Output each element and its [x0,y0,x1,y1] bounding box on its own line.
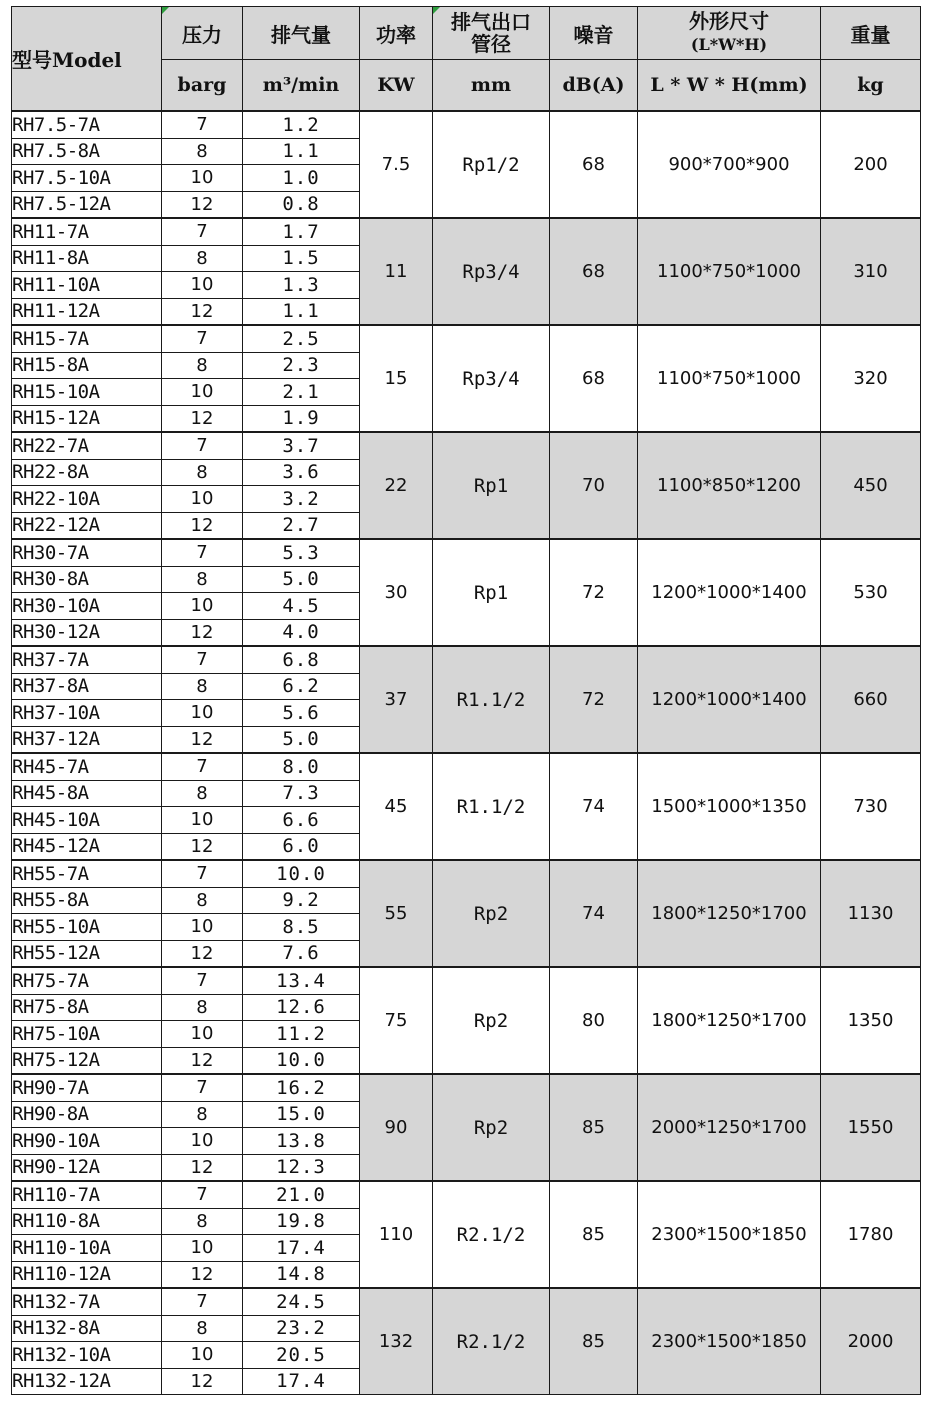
pressure-cell: 7 [162,860,243,887]
pressure-cell: 10 [162,379,243,406]
outlet-unit: mm [433,60,550,112]
outlet-header-line2: 管径 [471,32,511,56]
model-cell: RH55-10A [12,914,162,941]
model-cell: RH30-12A [12,619,162,646]
noise-cell: 72 [550,539,638,646]
noise-cell: 70 [550,432,638,539]
pressure-cell: 8 [162,994,243,1021]
table-row [12,218,921,245]
dims-header-line2: (L*W*H) [690,35,768,54]
flow-cell: 2.5 [243,325,360,352]
model-cell: RH75-10A [12,1021,162,1048]
pressure-cell: 12 [162,726,243,753]
flow-cell: 9.2 [243,887,360,914]
outlet-cell: R2.1/2 [433,1288,550,1395]
power-cell: 132 [360,1288,433,1395]
pressure-cell: 10 [162,1128,243,1155]
weight-cell: 200 [821,111,921,218]
model-cell: RH22-12A [12,512,162,539]
model-cell: RH22-8A [12,459,162,486]
outlet-cell: Rp3/4 [433,325,550,432]
dims-cell: 1100*750*1000 [638,218,821,325]
pressure-cell: 10 [162,700,243,727]
model-cell: RH75-12A [12,1047,162,1074]
table-row [12,753,921,780]
model-cell: RH7.5-7A [12,111,162,138]
pressure-cell: 10 [162,486,243,513]
model-cell: RH7.5-8A [12,138,162,165]
flow-cell: 1.9 [243,405,360,432]
flow-cell: 1.5 [243,245,360,272]
outlet-cell: Rp1/2 [433,111,550,218]
table-row [12,325,921,352]
model-group [12,753,921,860]
dims-header [638,7,821,60]
dims-cell: 2300*1500*1850 [638,1181,821,1288]
model-cell: RH55-8A [12,887,162,914]
flow-cell: 12.6 [243,994,360,1021]
flow-cell: 4.0 [243,619,360,646]
pressure-cell: 7 [162,967,243,994]
outlet-cell: R1.1/2 [433,753,550,860]
model-cell: RH45-7A [12,753,162,780]
model-cell: RH132-10A [12,1342,162,1369]
pressure-cell: 12 [162,512,243,539]
pressure-cell: 7 [162,218,243,245]
noise-cell: 68 [550,218,638,325]
pressure-cell: 8 [162,459,243,486]
dims-cell: 1200*1000*1400 [638,646,821,753]
pressure-cell: 12 [162,1261,243,1288]
weight-cell: 660 [821,646,921,753]
flow-cell: 6.2 [243,673,360,700]
model-cell: RH90-7A [12,1074,162,1101]
pressure-cell: 10 [162,807,243,834]
dims-cell: 1100*850*1200 [638,432,821,539]
pressure-cell: 12 [162,298,243,325]
comment-marker-icon [162,7,169,14]
model-cell: RH30-8A [12,566,162,593]
model-cell: RH37-12A [12,726,162,753]
outlet-cell: Rp2 [433,967,550,1074]
flow-cell: 3.2 [243,486,360,513]
model-group [12,539,921,646]
pressure-cell: 7 [162,1288,243,1315]
model-group [12,1181,921,1288]
model-group [12,218,921,325]
model-cell: RH110-8A [12,1208,162,1235]
flow-cell: 3.7 [243,432,360,459]
model-group [12,860,921,967]
model-cell: RH132-7A [12,1288,162,1315]
flow-cell: 21.0 [243,1181,360,1208]
pressure-cell: 12 [162,191,243,218]
flow-cell: 2.7 [243,512,360,539]
table-row [12,1181,921,1208]
model-cell: RH75-8A [12,994,162,1021]
flow-cell: 0.8 [243,191,360,218]
table-row [12,111,921,138]
power-cell: 11 [360,218,433,325]
noise-cell: 68 [550,325,638,432]
model-cell: RH15-7A [12,325,162,352]
model-cell: RH90-10A [12,1128,162,1155]
noise-unit: dB(A) [550,60,638,112]
flow-cell: 12.3 [243,1154,360,1181]
pressure-cell: 7 [162,646,243,673]
table-row [12,539,921,566]
pressure-header-label: 压力 [182,22,222,47]
pressure-cell: 8 [162,566,243,593]
model-cell: RH110-12A [12,1261,162,1288]
model-group [12,432,921,539]
flow-cell: 1.7 [243,218,360,245]
flow-cell: 23.2 [243,1315,360,1342]
dims-cell: 1800*1250*1700 [638,967,821,1074]
flow-cell: 2.1 [243,379,360,406]
model-cell: RH90-8A [12,1101,162,1128]
model-header: 型号Model [12,7,162,112]
model-cell: RH11-8A [12,245,162,272]
noise-cell: 74 [550,753,638,860]
flow-cell: 4.5 [243,593,360,620]
pressure-header [162,7,243,60]
flow-cell: 6.0 [243,833,360,860]
noise-cell: 85 [550,1181,638,1288]
model-cell: RH22-7A [12,432,162,459]
flow-cell: 20.5 [243,1342,360,1369]
weight-unit: kg [821,60,921,112]
power-header: 功率 [360,7,433,60]
pressure-unit: barg [162,60,243,112]
table-row [12,967,921,994]
model-cell: RH132-12A [12,1368,162,1395]
power-unit: KW [360,60,433,112]
model-group [12,111,921,218]
outlet-header [433,7,550,60]
dims-cell: 1200*1000*1400 [638,539,821,646]
flow-cell: 13.4 [243,967,360,994]
flow-cell: 15.0 [243,1101,360,1128]
weight-cell: 1350 [821,967,921,1074]
table-row [12,646,921,673]
noise-cell: 68 [550,111,638,218]
power-cell: 55 [360,860,433,967]
outlet-cell: Rp1 [433,539,550,646]
flow-unit: m³/min [243,60,360,112]
outlet-cell: R1.1/2 [433,646,550,753]
spec-table [11,6,921,1395]
noise-cell: 80 [550,967,638,1074]
flow-cell: 6.6 [243,807,360,834]
dims-cell: 2300*1500*1850 [638,1288,821,1395]
flow-cell: 17.4 [243,1235,360,1262]
model-group [12,1288,921,1395]
pressure-cell: 12 [162,833,243,860]
dims-cell: 1100*750*1000 [638,325,821,432]
dims-header-line1: 外形尺寸 [689,9,769,33]
flow-cell: 10.0 [243,860,360,887]
pressure-cell: 12 [162,940,243,967]
flow-cell: 3.6 [243,459,360,486]
model-cell: RH45-8A [12,780,162,807]
power-cell: 7.5 [360,111,433,218]
pressure-cell: 10 [162,165,243,192]
model-cell: RH15-10A [12,379,162,406]
pressure-cell: 12 [162,1154,243,1181]
pressure-cell: 12 [162,405,243,432]
model-cell: RH55-12A [12,940,162,967]
flow-cell: 16.2 [243,1074,360,1101]
weight-cell: 320 [821,325,921,432]
model-cell: RH11-12A [12,298,162,325]
weight-cell: 1780 [821,1181,921,1288]
flow-cell: 13.8 [243,1128,360,1155]
outlet-cell: Rp2 [433,1074,550,1181]
comment-marker-icon [433,7,440,14]
model-cell: RH30-10A [12,593,162,620]
model-cell: RH90-12A [12,1154,162,1181]
pressure-cell: 8 [162,1208,243,1235]
flow-cell: 24.5 [243,1288,360,1315]
pressure-cell: 10 [162,1342,243,1369]
model-cell: RH55-7A [12,860,162,887]
pressure-cell: 7 [162,432,243,459]
model-group [12,967,921,1074]
weight-cell: 730 [821,753,921,860]
table-row [12,860,921,887]
power-cell: 15 [360,325,433,432]
model-cell: RH7.5-12A [12,191,162,218]
pressure-cell: 8 [162,780,243,807]
model-cell: RH37-10A [12,700,162,727]
flow-cell: 5.6 [243,700,360,727]
outlet-cell: Rp1 [433,432,550,539]
pressure-cell: 12 [162,1368,243,1395]
model-cell: RH15-8A [12,352,162,379]
flow-cell: 5.3 [243,539,360,566]
flow-cell: 17.4 [243,1368,360,1395]
noise-cell: 74 [550,860,638,967]
weight-cell: 1130 [821,860,921,967]
model-cell: RH45-12A [12,833,162,860]
flow-cell: 14.8 [243,1261,360,1288]
power-cell: 75 [360,967,433,1074]
dims-cell: 2000*1250*1700 [638,1074,821,1181]
power-cell: 45 [360,753,433,860]
power-cell: 90 [360,1074,433,1181]
flow-cell: 1.1 [243,298,360,325]
pressure-cell: 7 [162,1074,243,1101]
model-cell: RH11-10A [12,272,162,299]
noise-cell: 72 [550,646,638,753]
pressure-cell: 10 [162,914,243,941]
weight-cell: 530 [821,539,921,646]
flow-cell: 1.1 [243,138,360,165]
flow-cell: 1.0 [243,165,360,192]
flow-cell: 10.0 [243,1047,360,1074]
pressure-cell: 12 [162,1047,243,1074]
table-row [12,1288,921,1315]
model-cell: RH132-8A [12,1315,162,1342]
model-cell: RH45-10A [12,807,162,834]
flow-cell: 8.5 [243,914,360,941]
flow-cell: 8.0 [243,753,360,780]
pressure-cell: 12 [162,619,243,646]
power-cell: 37 [360,646,433,753]
pressure-cell: 8 [162,673,243,700]
dims-unit: L * W * H(mm) [638,60,821,112]
flow-cell: 1.3 [243,272,360,299]
model-group [12,1074,921,1181]
pressure-cell: 7 [162,539,243,566]
model-cell: RH110-7A [12,1181,162,1208]
model-group [12,646,921,753]
pressure-cell: 8 [162,352,243,379]
weight-cell: 2000 [821,1288,921,1395]
outlet-cell: Rp3/4 [433,218,550,325]
dims-cell: 1500*1000*1350 [638,753,821,860]
pressure-cell: 7 [162,1181,243,1208]
table-row [12,1074,921,1101]
pressure-cell: 10 [162,1235,243,1262]
outlet-cell: R2.1/2 [433,1181,550,1288]
pressure-cell: 8 [162,138,243,165]
power-cell: 110 [360,1181,433,1288]
dims-cell: 1800*1250*1700 [638,860,821,967]
weight-cell: 450 [821,432,921,539]
model-cell: RH22-10A [12,486,162,513]
flow-cell: 6.8 [243,646,360,673]
noise-cell: 85 [550,1288,638,1395]
model-cell: RH7.5-10A [12,165,162,192]
model-cell: RH15-12A [12,405,162,432]
outlet-header-line1: 排气出口 [451,10,531,34]
flow-cell: 7.6 [243,940,360,967]
table-row [12,432,921,459]
flow-cell: 5.0 [243,566,360,593]
flow-cell: 7.3 [243,780,360,807]
model-cell: RH30-7A [12,539,162,566]
pressure-cell: 7 [162,753,243,780]
model-cell: RH37-7A [12,646,162,673]
noise-cell: 85 [550,1074,638,1181]
pressure-cell: 8 [162,245,243,272]
power-cell: 30 [360,539,433,646]
model-cell: RH11-7A [12,218,162,245]
table-header [12,7,921,112]
pressure-cell: 7 [162,111,243,138]
pressure-cell: 8 [162,1101,243,1128]
power-cell: 22 [360,432,433,539]
pressure-cell: 7 [162,325,243,352]
model-cell: RH75-7A [12,967,162,994]
model-cell: RH37-8A [12,673,162,700]
outlet-cell: Rp2 [433,860,550,967]
flow-cell: 11.2 [243,1021,360,1048]
pressure-cell: 10 [162,1021,243,1048]
pressure-cell: 10 [162,272,243,299]
model-cell: RH110-10A [12,1235,162,1262]
weight-header: 重量 [821,7,921,60]
dims-cell: 900*700*900 [638,111,821,218]
flow-cell: 1.2 [243,111,360,138]
noise-header: 噪音 [550,7,638,60]
weight-cell: 310 [821,218,921,325]
model-group [12,325,921,432]
weight-cell: 1550 [821,1074,921,1181]
flow-cell: 2.3 [243,352,360,379]
flow-cell: 5.0 [243,726,360,753]
pressure-cell: 8 [162,887,243,914]
pressure-cell: 8 [162,1315,243,1342]
flow-header: 排气量 [243,7,360,60]
flow-cell: 19.8 [243,1208,360,1235]
pressure-cell: 10 [162,593,243,620]
